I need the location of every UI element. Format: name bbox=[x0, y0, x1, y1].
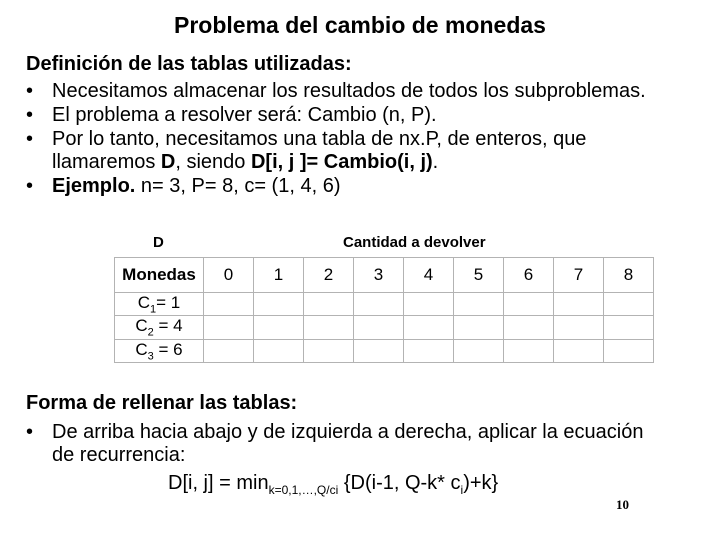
table-cell bbox=[604, 293, 654, 316]
bullet-item bbox=[26, 104, 666, 127]
table-cell bbox=[304, 316, 354, 339]
section-heading-definition: Definición de las tablas utilizadas: bbox=[26, 53, 352, 75]
recurrence-formula: D[i, $j] = \min_{k=0,1,\dots,Q/ci} \{D(i-1$, Q-k* $c_i)+k$} bbox=[168, 472, 499, 497]
table-cell bbox=[404, 316, 454, 339]
bullet-item bbox=[26, 128, 666, 174]
table-cell bbox=[204, 293, 254, 316]
bullet-text: De arriba hacia abajo y de izquierda a derecha, aplicar la ecuación de recurrencia: bbox=[52, 421, 644, 466]
bullet-item bbox=[26, 80, 666, 103]
table-cell bbox=[254, 316, 304, 339]
table-cell bbox=[504, 293, 554, 316]
row-label-c2: $C_2 = 4$ bbox=[115, 316, 204, 339]
table-cell bbox=[404, 339, 454, 362]
table-cell bbox=[504, 339, 554, 362]
table-cell bbox=[354, 339, 404, 362]
header-col: 2 bbox=[304, 258, 354, 293]
bullet-bold-text: Ejemplo. bbox=[52, 175, 136, 197]
table-row bbox=[115, 339, 654, 362]
row-label-c3: $C_3 = 6$ bbox=[115, 339, 204, 362]
table-header-row bbox=[115, 258, 654, 293]
bullet-text: , siendo bbox=[175, 151, 251, 173]
table-cell bbox=[554, 339, 604, 362]
header-col: 6 bbox=[504, 258, 554, 293]
bullet-text: . bbox=[432, 151, 439, 173]
bullet-text: El problema a resolver será: Cambio (n, P). bbox=[52, 104, 437, 126]
bullet-text: Necesitamos almacenar los resultados de todos los subproblemas. bbox=[52, 80, 646, 102]
table-cell bbox=[604, 339, 654, 362]
table-cell bbox=[354, 316, 404, 339]
bullet-text: n= 3, P= 8, c= (1, 4, 6) bbox=[135, 175, 341, 197]
table-cell bbox=[554, 293, 604, 316]
table-cell bbox=[354, 293, 404, 316]
bullet-item bbox=[26, 421, 666, 467]
table-cell bbox=[304, 293, 354, 316]
header-col: 0 bbox=[204, 258, 254, 293]
header-col: 7 bbox=[554, 258, 604, 293]
header-monedas: Monedas bbox=[115, 258, 204, 293]
bullet-text: Por lo tanto, necesitamos una tabla de nx.P, de enteros, que llamaremos bbox=[52, 128, 587, 173]
table-cell bbox=[204, 316, 254, 339]
bullet-item bbox=[26, 175, 666, 198]
fill-bullet-list bbox=[26, 421, 666, 468]
bullet-dot: • bbox=[26, 104, 34, 126]
bullet-dot: • bbox=[26, 80, 34, 102]
table-cell bbox=[454, 339, 504, 362]
bullet-dot: • bbox=[26, 175, 34, 197]
bullet-dot: • bbox=[26, 128, 34, 150]
table-cell bbox=[304, 339, 354, 362]
header-col: 8 bbox=[604, 258, 654, 293]
table-cell bbox=[204, 339, 254, 362]
dp-table bbox=[114, 257, 654, 363]
row-label-c1: $C_1= 1$ bbox=[115, 293, 204, 316]
definition-bullet-list bbox=[26, 80, 666, 199]
section-heading-fill: Forma de rellenar las tablas: bbox=[26, 392, 298, 414]
header-col: 3 bbox=[354, 258, 404, 293]
table-caption: Cantidad a devolver bbox=[343, 234, 486, 251]
table-label-d: D bbox=[153, 234, 164, 251]
page-number: 10 bbox=[616, 497, 629, 512]
bullet-bold-text: D[i, j ]= Cambio(i, j) bbox=[250, 151, 433, 173]
table-cell bbox=[604, 316, 654, 339]
table-cell bbox=[254, 293, 304, 316]
table-row bbox=[115, 293, 654, 316]
header-col: 1 bbox=[254, 258, 304, 293]
table-cell bbox=[404, 293, 454, 316]
table-cell bbox=[504, 316, 554, 339]
table-row bbox=[115, 316, 654, 339]
slide-title: Problema del cambio de monedas bbox=[174, 12, 546, 38]
table-cell bbox=[554, 316, 604, 339]
table-cell bbox=[254, 339, 304, 362]
bullet-bold-text: D bbox=[160, 151, 176, 173]
table-cell bbox=[454, 316, 504, 339]
header-col: 5 bbox=[454, 258, 504, 293]
bullet-dot: • bbox=[26, 421, 34, 443]
header-col: 4 bbox=[404, 258, 454, 293]
table-cell bbox=[454, 293, 504, 316]
